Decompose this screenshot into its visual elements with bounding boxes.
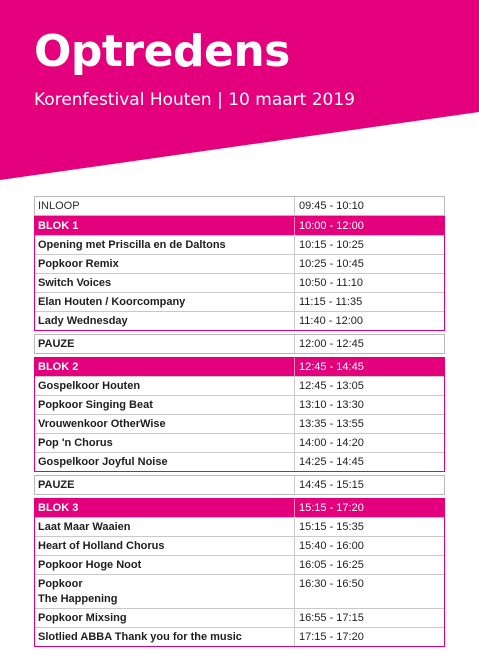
inloop-section bbox=[34, 196, 445, 216]
choir-name: Laat Maar Waaien bbox=[38, 521, 131, 533]
blok-time: 12:45 - 14:45 bbox=[294, 358, 444, 376]
table-row bbox=[35, 235, 444, 254]
row-label: INLOOP bbox=[38, 200, 80, 212]
table-row bbox=[35, 273, 444, 292]
table-row bbox=[35, 517, 444, 536]
pauze-label: PAUZE bbox=[38, 338, 75, 350]
choir-name: Lady Wednesday bbox=[38, 315, 128, 327]
choir-name bbox=[35, 575, 294, 607]
page-title: Optredens bbox=[34, 26, 290, 77]
pauze-time: 14:45 - 15:15 bbox=[294, 476, 444, 494]
choir-name: Heart of Holland Chorus bbox=[38, 540, 165, 552]
table-row bbox=[35, 254, 444, 273]
choir-name: Popkoor Singing Beat bbox=[38, 399, 153, 411]
performance-time: 16:55 - 17:15 bbox=[294, 609, 444, 627]
performance-time: 11:40 - 12:00 bbox=[294, 312, 444, 330]
blok3-section bbox=[34, 498, 445, 647]
pauze-section-1 bbox=[34, 334, 445, 354]
table-row bbox=[35, 292, 444, 311]
performance-time: 14:25 - 14:45 bbox=[294, 453, 444, 471]
performance-time: 13:35 - 13:55 bbox=[294, 415, 444, 433]
performance-time: 10:50 - 11:10 bbox=[294, 274, 444, 292]
blok2-section bbox=[34, 357, 445, 472]
pauze-section-2 bbox=[34, 475, 445, 495]
pauze-label: PAUZE bbox=[38, 479, 75, 491]
table-row bbox=[35, 311, 444, 330]
choir-name: Popkoor Mixsing bbox=[38, 612, 127, 624]
choir-name: Pop 'n Chorus bbox=[38, 437, 113, 449]
blok-label: BLOK 2 bbox=[38, 361, 79, 373]
performance-time: 15:40 - 16:00 bbox=[294, 537, 444, 555]
table-row-pauze bbox=[35, 335, 444, 353]
choir-name: Opening met Priscilla en de Daltons bbox=[38, 239, 226, 251]
performance-time: 10:15 - 10:25 bbox=[294, 236, 444, 254]
performance-time: 10:25 - 10:45 bbox=[294, 255, 444, 273]
row-time: 09:45 - 10:10 bbox=[294, 197, 444, 215]
performance-time: 15:15 - 15:35 bbox=[294, 518, 444, 536]
table-row-inloop bbox=[35, 197, 444, 215]
performance-time: 11:15 - 11:35 bbox=[294, 293, 444, 311]
choir-name: Switch Voices bbox=[38, 277, 112, 289]
table-row bbox=[35, 433, 444, 452]
choir-name: Gospelkoor Joyful Noise bbox=[38, 456, 168, 468]
blok-header-2 bbox=[35, 358, 444, 376]
blok-header-3 bbox=[35, 499, 444, 517]
choir-name: Slotlied ABBA Thank you for the music bbox=[38, 631, 242, 643]
performance-time: 16:05 - 16:25 bbox=[294, 556, 444, 574]
schedule-table bbox=[34, 196, 445, 647]
blok-time: 10:00 - 12:00 bbox=[294, 217, 444, 235]
choir-name: Popkoor Hoge Noot bbox=[38, 559, 142, 571]
table-row bbox=[35, 414, 444, 433]
performance-time: 16:30 - 16:50 bbox=[294, 575, 444, 608]
choir-name: Popkoor Remix bbox=[38, 258, 119, 270]
pauze-time: 12:00 - 12:45 bbox=[294, 335, 444, 353]
blok-header-1 bbox=[35, 217, 444, 235]
performance-time: 17:15 - 17:20 bbox=[294, 628, 444, 646]
blok-time: 15:15 - 17:20 bbox=[294, 499, 444, 517]
choir-name-line-1: Popkoor bbox=[38, 578, 83, 590]
page-subtitle: Korenfestival Houten | 10 maart 2019 bbox=[34, 90, 355, 110]
performance-time: 12:45 - 13:05 bbox=[294, 377, 444, 395]
table-row bbox=[35, 627, 444, 646]
choir-name: Vrouwenkoor OtherWise bbox=[38, 418, 166, 430]
table-row bbox=[35, 574, 444, 608]
choir-name: Gospelkoor Houten bbox=[38, 380, 141, 392]
performance-time: 14:00 - 14:20 bbox=[294, 434, 444, 452]
choir-name: Elan Houten / Koorcompany bbox=[38, 296, 186, 308]
blok-label: BLOK 3 bbox=[38, 502, 79, 514]
table-row bbox=[35, 376, 444, 395]
performance-time: 13:10 - 13:30 bbox=[294, 396, 444, 414]
table-row-pauze bbox=[35, 476, 444, 494]
table-row bbox=[35, 555, 444, 574]
table-row bbox=[35, 608, 444, 627]
table-row bbox=[35, 395, 444, 414]
choir-name-line-2: The Happening bbox=[38, 593, 118, 605]
table-row bbox=[35, 452, 444, 471]
blok1-section bbox=[34, 216, 445, 331]
table-row bbox=[35, 536, 444, 555]
blok-label: BLOK 1 bbox=[38, 220, 79, 232]
